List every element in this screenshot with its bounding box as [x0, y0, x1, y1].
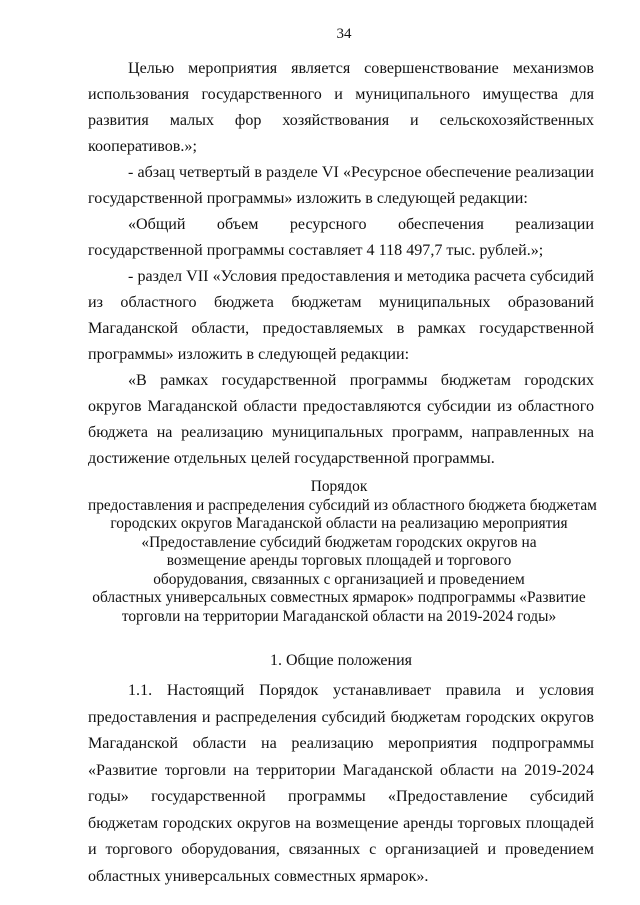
- page-number: 34: [336, 26, 352, 42]
- order-title-line: Порядок: [310, 478, 368, 495]
- order-title-line: городских округов Магаданской области на реализацию мероприятия: [110, 515, 568, 532]
- paragraph-section-vi: - абзац четвертый в разделе VI «Ресурсное обеспечение реализации государственной программы» изложить в следующей редакции:: [88, 164, 594, 207]
- order-title-line: «Предоставление субсидий бюджетам городских округов на: [141, 533, 537, 551]
- section-heading: 1. Общие положения: [269, 652, 413, 669]
- order-title-line: оборудования, связанных с организацией и проведением: [153, 570, 525, 588]
- paragraph-total-volume: «Общий объем ресурсного обеспечения реализации государственной программы составляет 4 118 497,7 тыс. рублей.»;: [88, 216, 594, 259]
- paragraph-goal: Целью мероприятия является совершенствование механизмов использования государственного и муниципального имущества для развития малых фор хозяйствования и сельскохозяйственных кооперативов.»;: [88, 60, 594, 155]
- order-title-line: предоставления и распределения субсидий из областного бюджета бюджетам: [88, 496, 597, 514]
- order-title-line: возмещение аренды торговых площадей и торгового: [166, 552, 512, 569]
- order-title-line: областных универсальных совместных ярмарок» подпрограммы «Развитие: [92, 589, 586, 606]
- paragraph-section-vii: - раздел VII «Условия предоставления и методика расчета субсидий из областного бюджета бюджетам муниципальных образований Магаданской области, предоставляемых в рамках государственной программы» изложить в следующей редакции:: [88, 268, 594, 363]
- order-title-line: торговли на территории Магаданской области на 2019-2024 годы»: [121, 607, 557, 625]
- paragraph-1-1: 1.1. Настоящий Порядок устанавливает правила и условия предоставления и распределения субсидий бюджетам городских округов Магаданской области на реализацию мероприятия подпрограммы «Развитие торговли на территории Магаданской области на 2019-2024 годы» государственной программы «Предоставление субсидий бюджетам городских округов на возмещение аренды торговых площадей и торгового оборудования, связанных с организацией и проведением областных универсальных совместных ярмарок».: [88, 682, 594, 885]
- order-title: [88, 478, 597, 626]
- paragraph-subsidies-intro: «В рамках государственной программы бюджетам городских округов Магаданской области предоставляются субсидии из областного бюджета на реализацию муниципальных программ, направленных на достижение отдельных целей государственной программы.: [88, 372, 594, 467]
